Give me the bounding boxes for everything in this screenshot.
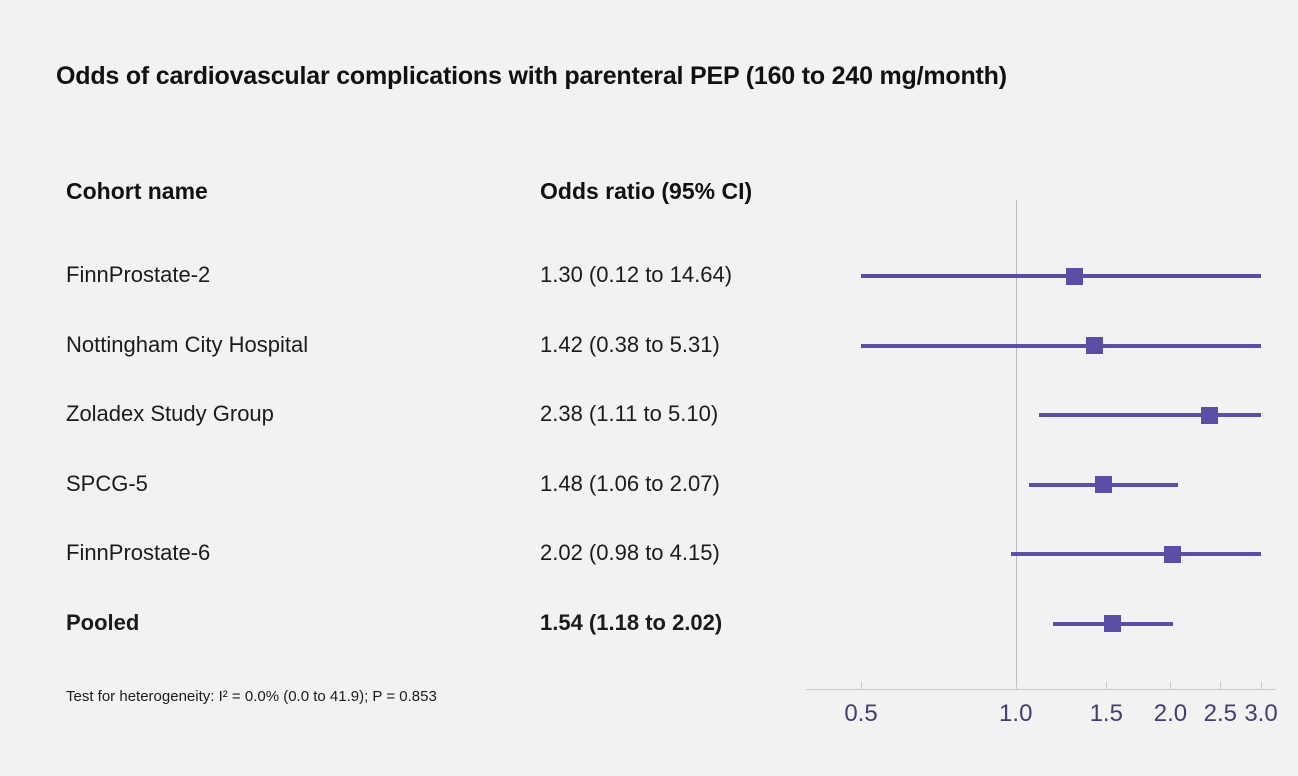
confidence-interval-line [1011,552,1261,556]
x-axis-tick-label: 2.5 [1203,700,1237,727]
cohort-name: Zoladex Study Group [66,401,274,426]
point-estimate-marker [1201,407,1218,424]
cohort-name: FinnProstate-2 [66,262,211,287]
column-header-odds-ratio: Odds ratio (95% CI) [540,178,753,204]
point-estimate-marker [1066,268,1083,285]
odds-ratio-value: 1.48 (1.06 to 2.07) [540,470,720,496]
column-header-cohort: Cohort name [66,178,208,204]
point-estimate-marker [1164,546,1181,563]
x-axis-tick-label: 3.0 [1244,700,1278,727]
confidence-interval-line [1039,413,1261,417]
point-estimate-marker [1104,615,1121,632]
page-title: Odds of cardiovascular complications with parenteral PEP (160 to 240 mg/month) [56,62,1007,90]
x-axis-tick-label: 1.5 [1089,700,1123,727]
odds-ratio-value: 2.02 (0.98 to 4.15) [540,540,720,565]
plot-area [806,190,1276,690]
x-axis-tick-label: 1.0 [999,700,1033,727]
x-axis-tick-label: 2.0 [1153,700,1188,727]
cohort-name: Nottingham City Hospital [66,331,309,357]
odds-ratio-value: 1.30 (0.12 to 14.64) [540,262,733,287]
x-axis-tick-labels [806,700,1276,740]
confidence-interval-line [861,344,1261,348]
odds-ratio-value: 2.38 (1.11 to 5.10) [540,401,719,426]
x-axis-tick [1220,682,1221,690]
x-axis-tick [1261,682,1262,690]
cohort-name: SPCG-5 [66,470,148,496]
x-axis-tick [1016,682,1017,690]
point-estimate-marker [1095,476,1112,493]
x-axis-line [806,689,1276,690]
cohort-name: Pooled [66,609,140,635]
x-axis-tick [861,682,862,690]
cohort-name: FinnProstate-6 [66,540,211,565]
x-axis-tick-label: 0.5 [844,700,878,727]
odds-ratio-value: 1.42 (0.38 to 5.31) [540,331,720,357]
heterogeneity-note: Test for heterogeneity: I² = 0.0% (0.0 to 41.9); P = 0.853 [66,688,437,705]
point-estimate-marker [1086,337,1103,354]
x-axis-tick [1170,682,1171,690]
confidence-interval-line [861,274,1261,278]
odds-ratio-value: 1.54 (1.18 to 2.02) [540,609,723,635]
x-axis-tick [1106,682,1107,690]
